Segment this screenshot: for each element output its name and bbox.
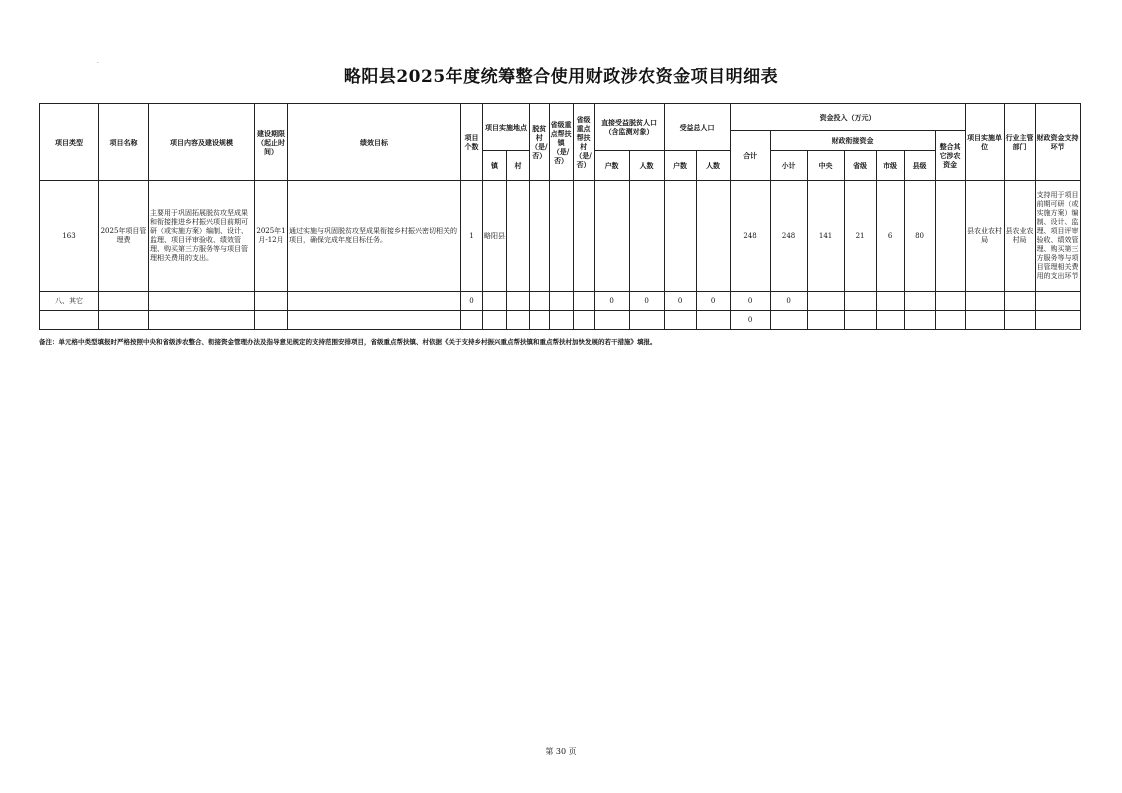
header-county: 县级 bbox=[904, 151, 935, 181]
cell-sum: 0 bbox=[730, 311, 770, 330]
header-funds: 资金投入（万元） bbox=[730, 104, 965, 131]
header-link: 财政资金支持环节 bbox=[1035, 104, 1080, 181]
cell-count: 0 bbox=[461, 292, 483, 311]
header-other-funds: 整合其它涉农资金 bbox=[935, 131, 965, 181]
cell-people: 0 bbox=[629, 292, 664, 311]
header-total-benefit: 受益总人口 bbox=[664, 104, 730, 151]
header-sum: 合计 bbox=[730, 131, 770, 181]
header-key-village: 省级重点帮扶村（是/否） bbox=[573, 104, 594, 181]
table-note: 备注：单元格中类型填报时严格按照中央和省级涉农整合、衔接资金管理办法及指导意见规定的支持范围安排项目，省级重点帮扶镇、村依据《关于支持乡村振兴重点帮扶镇和重点帮扶村加快发展的若干措施》填报。 bbox=[39, 338, 657, 346]
cell-households-total bbox=[664, 181, 696, 292]
corner-mark: · bbox=[97, 60, 99, 67]
header-households-total: 户数 bbox=[664, 151, 696, 181]
header-village: 村 bbox=[507, 151, 530, 181]
cell-key-town bbox=[549, 181, 573, 292]
cell-people bbox=[629, 181, 664, 292]
header-households: 户数 bbox=[594, 151, 629, 181]
header-dept: 行业主管部门 bbox=[1004, 104, 1035, 181]
header-city: 市级 bbox=[876, 151, 904, 181]
cell-count: 1 bbox=[461, 181, 483, 292]
header-people: 人数 bbox=[629, 151, 664, 181]
header-subtotal: 小计 bbox=[770, 151, 807, 181]
cell-city: 6 bbox=[876, 181, 904, 292]
cell-households: 0 bbox=[594, 292, 629, 311]
cell-type: 八、其它 bbox=[40, 292, 99, 311]
header-direct-benefit: 直接受益脱贫人口（含监测对象） bbox=[594, 104, 664, 151]
cell-link: 支持用于项目前期可研（或实施方案）编制、设计、监理、项目评审验收、绩效管理、购买第三方服务等与项目管理相关费用的支出环节 bbox=[1035, 181, 1080, 292]
header-content: 项目内容及建设规模 bbox=[149, 104, 255, 181]
header-key-town: 省级重点帮扶镇（是/否） bbox=[549, 104, 573, 181]
project-table bbox=[39, 103, 1081, 330]
header-project-name: 项目名称 bbox=[99, 104, 149, 181]
header-goal: 绩效目标 bbox=[288, 104, 461, 181]
cell-content: 主要用于巩固拓展脱贫攻坚成果和衔接推进乡村振兴项目前期可研（或实施方案）编制、设计、监理、项目评审验收、绩效管理、购买第三方服务等与项目管理相关费用的支出。 bbox=[149, 181, 255, 292]
table-row bbox=[40, 292, 1081, 311]
header-period: 建设期限（起止时间） bbox=[255, 104, 288, 181]
cell-sum: 248 bbox=[730, 181, 770, 292]
cell-subtotal: 248 bbox=[770, 181, 807, 292]
cell-type: 163 bbox=[40, 181, 99, 292]
cell-province: 21 bbox=[844, 181, 876, 292]
cell-people-total bbox=[696, 181, 730, 292]
table-row bbox=[40, 311, 1081, 330]
cell-dept: 县农业农村局 bbox=[1004, 181, 1035, 292]
header-fiscal: 财政衔接资金 bbox=[770, 131, 935, 151]
cell-village bbox=[507, 181, 530, 292]
cell-other-funds bbox=[935, 181, 965, 292]
cell-poor-village bbox=[530, 181, 550, 292]
header-project-type: 项目类型 bbox=[40, 104, 99, 181]
table-row bbox=[40, 181, 1081, 292]
cell-key-village bbox=[573, 181, 594, 292]
cell-town: 略阳县 bbox=[483, 181, 507, 292]
cell-unit: 县农业农村局 bbox=[965, 181, 1004, 292]
cell-period: 2025年1月-12月 bbox=[255, 181, 288, 292]
cell-households bbox=[594, 181, 629, 292]
page-number: 第 30 页 bbox=[545, 747, 577, 756]
cell-county: 80 bbox=[904, 181, 935, 292]
header-central: 中央 bbox=[807, 151, 844, 181]
header-count: 项目个数 bbox=[461, 104, 483, 181]
header-location: 项目实施地点 bbox=[483, 104, 530, 151]
cell-households-total: 0 bbox=[664, 292, 696, 311]
header-poor-village: 脱贫村（是/否） bbox=[530, 104, 550, 181]
cell-people-total: 0 bbox=[696, 292, 730, 311]
header-province: 省级 bbox=[844, 151, 876, 181]
page-title: 略阳县2025年度统筹整合使用财政涉农资金项目明细表 bbox=[343, 67, 779, 87]
cell-central: 141 bbox=[807, 181, 844, 292]
cell-name: 2025年项目管理费 bbox=[99, 181, 149, 292]
header-town: 镇 bbox=[483, 151, 507, 181]
header-unit: 项目实施单位 bbox=[965, 104, 1004, 181]
cell-goal: 通过实施与巩固脱贫攻坚成果衔接乡村振兴密切相关的项目，确保完成年度目标任务。 bbox=[288, 181, 461, 292]
cell-subtotal: 0 bbox=[770, 292, 807, 311]
cell-sum: 0 bbox=[730, 292, 770, 311]
header-people-total: 人数 bbox=[696, 151, 730, 181]
